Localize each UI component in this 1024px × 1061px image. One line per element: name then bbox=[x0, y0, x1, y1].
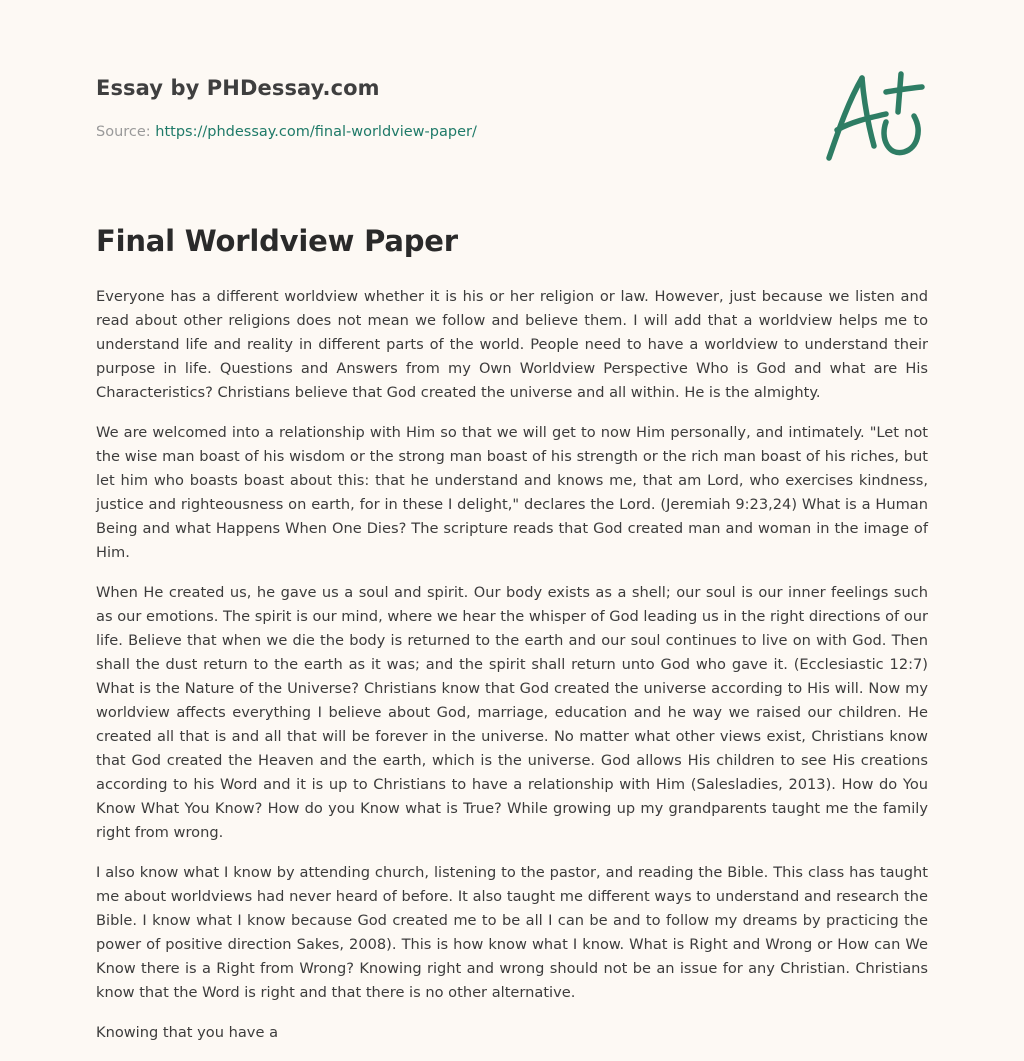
paragraph: Knowing that you have a bbox=[96, 1024, 279, 1041]
source-line bbox=[96, 124, 477, 140]
a-plus-grade-icon bbox=[818, 66, 930, 166]
paragraph: We are welcomed into a relationship with Him so that we will get to now Him personally, and intimately. "Let not the wise man boast of his wisdom or the strong man boast of his strength or the rich man boast of his riches, but let him who boasts boast about this: that he understand and knows me, that am Lord, who exercises kindness, justice and righteousness on earth, for in these I delight," declares the Lord. (Jeremiah 9:23,24) What is a Human Being and what Happens When One Dies? The scripture reads that God created man and woman in the image of Him. bbox=[96, 424, 928, 561]
essay-body bbox=[96, 285, 928, 1061]
source-link[interactable]: https://phdessay.com/final-worldview-paper/ bbox=[155, 124, 477, 140]
site-brand: Essay by PHDessay.com bbox=[96, 76, 380, 100]
source-label: Source: bbox=[96, 124, 151, 140]
paragraph: I also know what I know by attending church, listening to the pastor, and reading the Bible. This class has taught me about worldviews had never heard of before. It also taught me different ways to understand and research the Bible. I know what I know because God created me to be all I can be and to follow my dreams by practicing the power of positive direction Sakes, 2008). This is how know what I know. What is Right and Wrong or How can We Know there is a Right from Wrong? Knowing right and wrong should not be an issue for any Christian. Christians know that the Word is right and that there is no other alternative. bbox=[96, 864, 928, 1001]
paragraph: Everyone has a different worldview whether it is his or her religion or law. However, just because we listen and read about other religions does not mean we follow and believe them. I will add that a worldview helps me to understand life and reality in different parts of the world. People need to have a worldview to understand their purpose in life. Questions and Answers from my Own Worldview Perspective Who is God and what are His Characteristics? Christians believe that God created the universe and all within. He is the almighty. bbox=[96, 288, 928, 401]
essay-title: Final Worldview Paper bbox=[96, 224, 458, 258]
paragraph: When He created us, he gave us a soul and spirit. Our body exists as a shell; our soul is our inner feelings such as our emotions. The spirit is our mind, where we hear the whisper of God leading us in the right directions of our life. Believe that when we die the body is returned to the earth and our soul continues to live on with God. Then shall the dust return to the earth as it was; and the spirit shall return unto God who gave it. (Ecclesiastic 12:7) What is the Nature of the Universe? Christians know that God created the universe according to His will. Now my worldview affects everything I believe about God, marriage, education and he way we raised our children. He created all that is and all that will be forever in the universe. No matter what other views exist, Christians know that God created the Heaven and the earth, which is the universe. God allows His children to see His creations according to his Word and it is up to Christians to have a relationship with Him (Salesladies, 2013). How do You Know What You Know? How do you Know what is True? While growing up my grandparents taught me the family right from wrong. bbox=[96, 584, 928, 841]
